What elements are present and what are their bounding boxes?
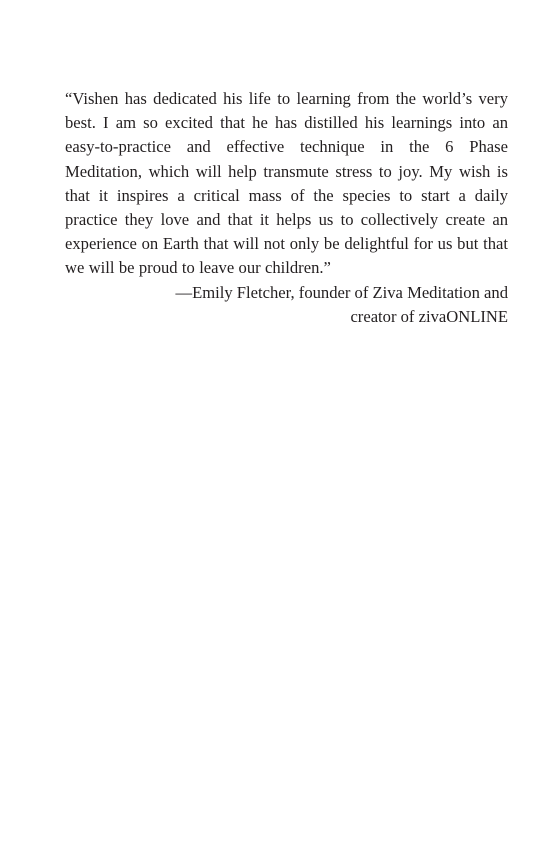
quote-attribution [65,281,508,329]
quote-text: “Vishen has dedicated his life to learning from the world’s very best. I am so excited that he has distilled his learnings into an easy-to-practice and effective technique in the 6 Phase Meditation, which will help transmute stress to joy. My wish is that it inspires a critical mass of the species to start a daily practice they love and that it helps us to collectively create an experience on Earth that will not only be delightful for us but that we will be proud to leave our children.” [65,89,508,278]
attribution-line-author: —Emily Fletcher, founder of Ziva Meditation and [175,282,508,302]
testimonial-quote [65,87,508,329]
attribution-line-role: creator of zivaONLINE [350,306,508,326]
